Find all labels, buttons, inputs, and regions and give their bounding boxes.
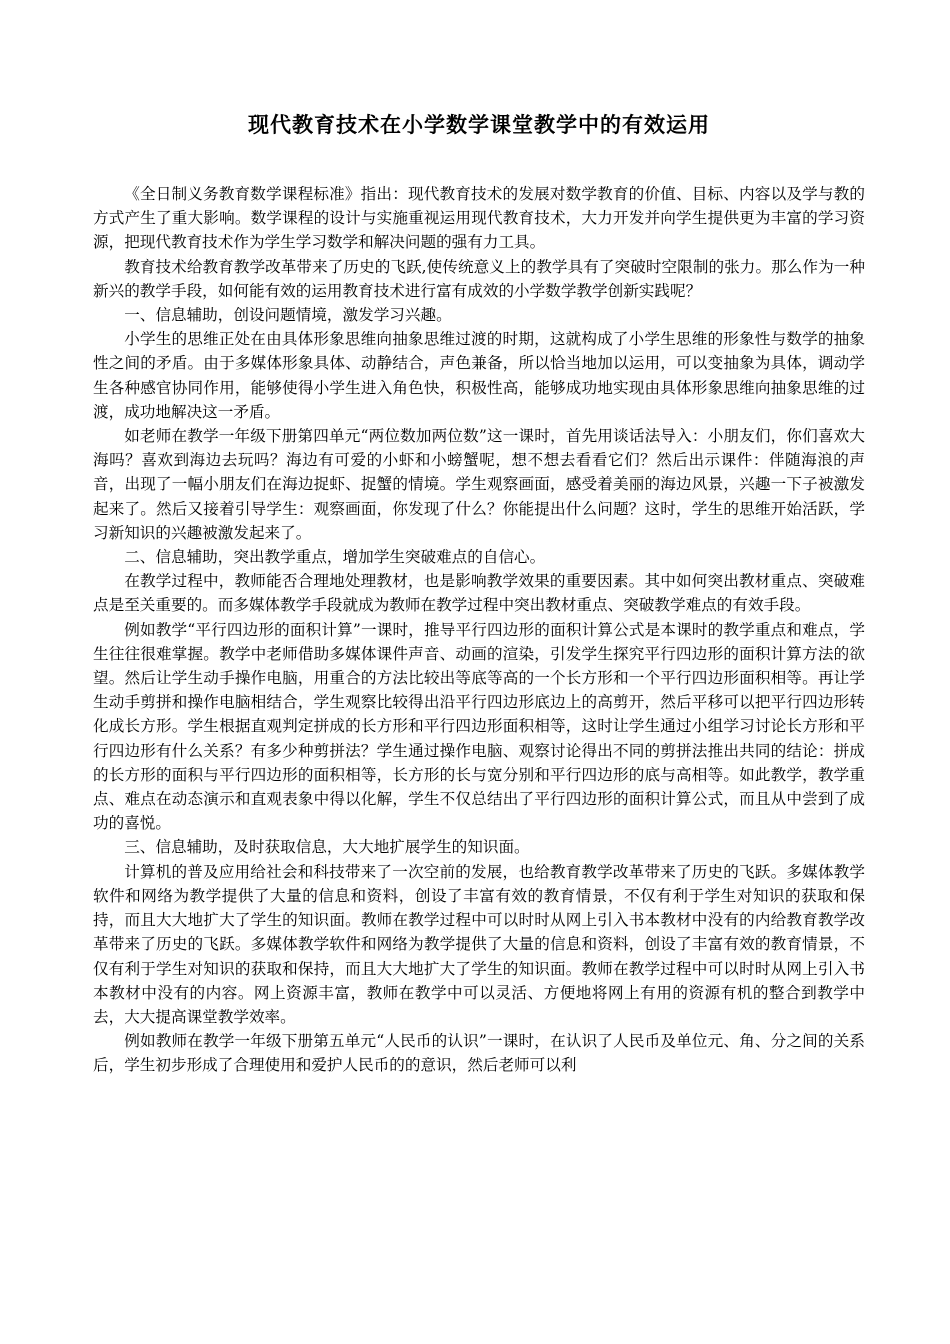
paragraph: 计算机的普及应用给社会和科技带来了一次空前的发展，也给教育教学改革带来了历史的飞跃。多媒体教学软件和网络为教学提供了大量的信息和资料，创设了丰富有效的教育情景，不仅有利于学生对知识的获取和保持，而且大大地扩大了学生的知识面。教师在教学过程中可以时时从网上引入书本教材中没有的内给教育教学改革带来了历史的飞跃。多媒体教学软件和网络为教学提供了大量的信息和资料，创设了丰富有效的教育情景，不仅有利于学生对知识的获取和保持，而且大大地扩大了学生的知识面。教师在教学过程中可以时时从网上引入书本教材中没有的内容。网上资源丰富，教师在教学中可以灵活、方便地将网上有用的资源有机的整合到教学中去，大大提高课堂教学效率。 (93, 862, 865, 1026)
section-heading-3: 三、信息辅助，及时获取信息，大大地扩展学生的知识面。 (124, 838, 530, 857)
paragraph: 小学生的思维正处在由具体形象思维向抽象思维过渡的时期，这就构成了小学生思维的形象性与数学的抽象性之间的矛盾。由于多媒体形象具体、动静结合，声色兼备，所以恰当地加以运用，可以变抽象为具体，调动学生各种感官协同作用，能够使得小学生进入角色快，积极性高，能够成功地实现由具体形象思维向抽象思维的过渡，成功地解决这一矛盾。 (93, 330, 865, 421)
paragraph: 例如教学“平行四边形的面积计算”一课时，推导平行四边形的面积计算公式是本课时的教学重点和难点，学生往往很难掌握。教学中老师借助多媒体课件声音、动画的渲染，引发学生探究平行四边形的面积计算方法的欲望。然后让学生动手操作电脑，用重合的方法比较出等底等高的一个长方形和一个平行四边形面积相等。再让学生动手剪拼和操作电脑相结合，学生观察比较得出沿平行四边形底边上的高剪开，然后平移可以把平行四边形转化成长方形。学生根据直观判定拼成的长方形和平行四边形面积相等，这时让学生通过小组学习讨论长方形和平行四边形有什么关系？有多少种剪拼法？学生通过操作电脑、观察讨论得出不同的剪拼法推出共同的结论：拼成的长方形的面积与平行四边形的面积相等，长方形的长与宽分别和平行四边形的底与高相等。如此教学，教学重点、难点在动态演示和直观表象中得以化解，学生不仅总结出了平行四边形的面积计算公式，而且从中尝到了成功的喜悦。 (93, 620, 865, 833)
document-title: 现代教育技术在小学数学课堂教学中的有效运用 (248, 112, 710, 137)
paragraph: 在教学过程中，教师能否合理地处理教材，也是影响教学效果的重要因素。其中如何突出教材重点、突破难点是至关重要的。而多媒体教学手段就成为教师在教学过程中突出教材重点、突破教学难点的有效手段。 (93, 572, 865, 615)
document-body (93, 182, 865, 1078)
section-heading-2: 二、信息辅助，突出教学重点，增加学生突破难点的自信心。 (124, 548, 546, 567)
paragraph-intro: 《全日制义务教育数学课程标准》指出：现代教育技术的发展对数学教育的价值、目标、内容以及学与教的方式产生了重大影响。数学课程的设计与实施重视运用现代教育技术，大力开发并向学生提供更为丰富的学习资源，把现代教育技术作为学生学习数学和解决问题的强有力工具。 (93, 185, 865, 252)
document-page (93, 110, 865, 1078)
paragraph: 例如教师在教学一年级下册第五单元“人民币的认识”一课时，在认识了人民币及单位元、角、分之间的关系后，学生初步形成了合理使用和爱护人民币的的意识，然后老师可以利 (93, 1032, 865, 1075)
paragraph: 如老师在教学一年级下册第四单元“两位数加两位数”这一课时，首先用谈话法导入：小朋友们，你们喜欢大海吗？喜欢到海边去玩吗？海边有可爱的小虾和小螃蟹呢，想不想去看看它们？然后出示课件：伴随海浪的声音，出现了一幅小朋友们在海边捉虾、捉蟹的情境。学生观察画面，感受着美丽的海边风景，兴趣一下子被激发起来了。然后又接着引导学生：观察画面，你发现了什么？你能提出什么问题？这时，学生的思维开始活跃，学习新知识的兴趣被激发起来了。 (93, 427, 865, 542)
paragraph: 教育技术给教育教学改革带来了历史的飞跃,使传统意义上的教学具有了突破时空限制的张力。那么作为一种新兴的教学手段，如何能有效的运用教育技术进行富有成效的小学数学教学创新实践呢？ (93, 257, 865, 300)
section-heading-1: 一、信息辅助，创设问题情境，激发学习兴趣。 (124, 306, 452, 325)
